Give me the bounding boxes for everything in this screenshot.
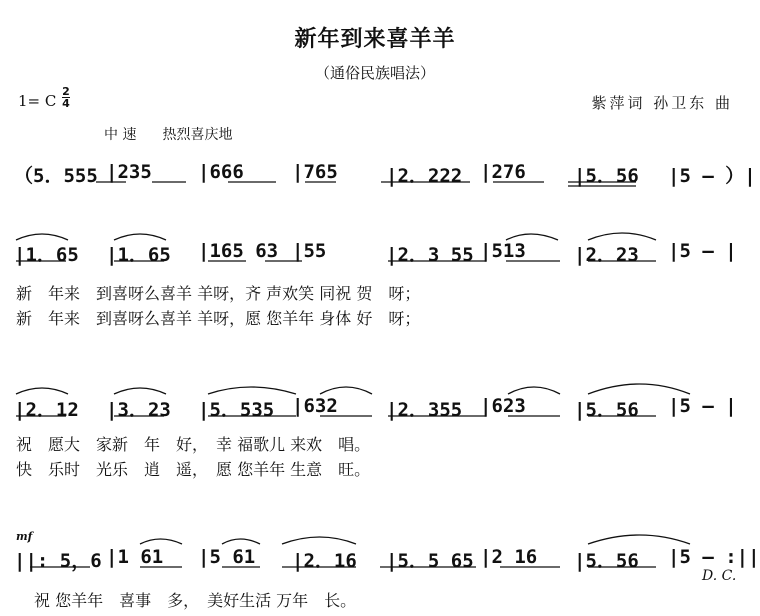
dynamic-marking: mf xyxy=(16,530,33,543)
tempo-marking xyxy=(104,124,232,144)
measure: |235 xyxy=(106,161,152,183)
measure: |5 61 xyxy=(198,546,256,568)
measure: |666 xyxy=(198,161,244,183)
lyric-line-3a: 祝 您羊年 喜事 多， 美好生活 万年 长。 xyxy=(34,591,357,610)
measure: |2．23 xyxy=(574,244,639,266)
measure: |623 xyxy=(480,395,526,417)
lyric-line-2b: 快 乐时 光乐 逍 遥， 愿 您羊年 生意 旺。 xyxy=(16,460,371,479)
measure: |765 xyxy=(292,161,338,183)
measure: |3．23 xyxy=(106,399,171,421)
measure: |5 – :|| xyxy=(668,546,760,568)
lyric-line-2a: 祝 愿大 家新 年 好， 幸 福歌儿 来欢 唱。 xyxy=(16,435,371,454)
measure: |5 – | xyxy=(668,395,737,417)
measure: |2．222 xyxy=(386,165,463,187)
time-numerator: 2 xyxy=(62,85,70,98)
measure: |5．5 65 xyxy=(386,550,474,572)
tempo-mood: 热烈喜庆地 xyxy=(162,127,233,143)
lyric-line-1b: 新 年来 到喜呀么喜羊 羊呀，愿 您羊年 身体 好 呀； xyxy=(16,309,421,328)
time-denominator: 4 xyxy=(62,97,70,110)
notation-row-4 xyxy=(14,540,760,574)
da-capo-marking: D. C. xyxy=(702,568,737,584)
measure: |1．65 xyxy=(106,244,171,266)
measure: （5．555 xyxy=(14,165,98,187)
measure: |276 xyxy=(480,161,526,183)
measure: |5．56 xyxy=(574,399,639,421)
measure: ||: 5，6 xyxy=(14,550,102,572)
lyric-line-1a: 新 年来 到喜呀么喜羊 羊呀，齐 声欢笑 同祝 贺 呀； xyxy=(16,284,421,303)
measure: |5 – | xyxy=(668,240,737,262)
measure: |5．535 xyxy=(198,399,275,421)
measure: |513 xyxy=(480,240,526,262)
key-signature: 1= C xyxy=(18,92,57,110)
measure: |5．56 xyxy=(574,550,639,572)
measure: |1．65 xyxy=(14,244,79,266)
notation-row-2 xyxy=(14,234,737,268)
credits: 紫萍词 孙卫东 曲 xyxy=(591,94,733,112)
measure: |165 63 xyxy=(198,240,279,262)
measure: |5 – ）| xyxy=(668,165,756,187)
page-subtitle: （通俗民族唱法） xyxy=(314,64,435,82)
measure: |55 xyxy=(292,240,327,262)
measure: |2．3 55 xyxy=(386,244,474,266)
measure: |5．56 xyxy=(574,165,639,187)
tempo-speed: 中 速 xyxy=(104,127,137,143)
measure: |2．12 xyxy=(14,399,79,421)
page-title: 新年到来喜羊羊 xyxy=(294,27,456,52)
notation-row-3 xyxy=(14,389,737,423)
time-signature xyxy=(62,86,70,109)
measure: |2．355 xyxy=(386,399,463,421)
measure: |632 xyxy=(292,395,338,417)
notation-row-1 xyxy=(14,155,756,189)
measure: |2 16 xyxy=(480,546,538,568)
measure: |1 61 xyxy=(106,546,164,568)
measure: |2．16 xyxy=(292,550,357,572)
